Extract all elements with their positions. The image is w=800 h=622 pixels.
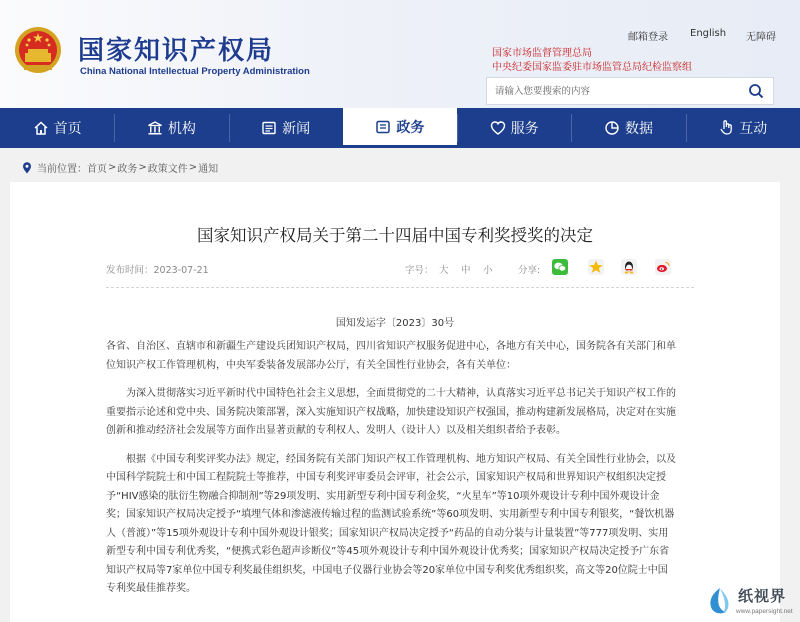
breadcrumb-prefix: 当前位置： bbox=[37, 164, 87, 175]
search-button[interactable] bbox=[739, 78, 773, 104]
site-title[interactable]: 国家知识产权局 bbox=[78, 36, 275, 66]
weibo-icon[interactable] bbox=[655, 259, 671, 275]
org-link-samr[interactable]: 国家市场监督管理总局 bbox=[492, 48, 592, 59]
top-links bbox=[620, 28, 800, 42]
service-icon bbox=[490, 120, 506, 136]
watermark bbox=[706, 584, 800, 622]
breadcrumb bbox=[22, 160, 218, 175]
search-input[interactable] bbox=[487, 78, 737, 104]
nav-service-label: 服务 bbox=[510, 121, 539, 137]
breadcrumb-separator: > bbox=[108, 162, 117, 173]
breadcrumb-government[interactable]: 政务 bbox=[117, 164, 138, 175]
nav-data-label: 数据 bbox=[624, 121, 653, 137]
nav-interaction[interactable] bbox=[686, 108, 800, 148]
org-link-discipline[interactable]: 中央纪委国家监委驻市场监管总局纪检监察组 bbox=[492, 62, 692, 73]
watermark-logo-icon bbox=[706, 586, 734, 616]
english-link[interactable]: English bbox=[690, 28, 727, 39]
article-card bbox=[10, 182, 780, 622]
share-label: 分享: bbox=[518, 265, 541, 276]
location-icon bbox=[22, 162, 32, 174]
nav-institution[interactable] bbox=[114, 108, 228, 148]
article-paragraph: 各省、自治区、直辖市和新疆生产建设兵团知识产权局，四川省知识产权服务促进中心，各地方有关中心，国务院各有关部门和单位知识产权工作管理机构，中央军委装备发展部办公厅，有关全国性行业协会，各有关单位： bbox=[106, 341, 676, 371]
search-icon bbox=[748, 83, 764, 99]
breadcrumb-notice[interactable]: 通知 bbox=[198, 164, 219, 175]
document-number: 国知发运字〔2023〕30号 bbox=[335, 318, 455, 329]
nav-government-label: 政务 bbox=[396, 119, 425, 136]
font-size-medium[interactable]: 中 bbox=[461, 265, 471, 276]
article-paragraph: 根据《中国专利奖评奖办法》规定，经国务院有关部门知识产权工作管理机构、地方知识产权局、有关全国性行业协会，以及中国科学院院士和中国工程院院士等推荐，中国专利奖评审委员会评审，社会公示，国家知识产权局和世界知识产权组织决定授予“HIV感染的肽衍生物融合抑制剂”等29项发明、实用新型专利中国专利金奖，“火星车”等10项外观设计专利中国外观设计金奖；国家知识产权局决定授予“填埋气体和渗滤液传输过程的监测试验系统”等60项发明、实用新型专利中国专利银奖，“餐饮机器人（普渡）”等15项外观设计专利中国外观设计银奖；国家知识产权局决定授予“药品的自动分装与计量装置”等777项发明、实用新型专利中国专利优秀奖，“便携式彩色超声诊断仪”等45项外观设计专利中国外观设计优秀奖；国家知识产权局决定授予广东省知识产权局等7家单位中国专利奖最佳组织奖，中国电子仪器行业协会等20家单位中国专利奖优秀组织奖，高文等20位院士中国专利奖最佳推荐奖。 bbox=[106, 453, 676, 594]
qq-icon[interactable] bbox=[621, 259, 637, 275]
watermark-url: www.papersight.net bbox=[736, 608, 793, 615]
news-icon bbox=[261, 120, 277, 136]
watermark-text: 纸视界 bbox=[738, 587, 787, 605]
accessibility-link[interactable]: 无障碍 bbox=[746, 32, 776, 43]
data-icon bbox=[604, 120, 620, 136]
nav-data[interactable] bbox=[571, 108, 685, 148]
breadcrumb-separator: > bbox=[138, 162, 147, 173]
nav-interaction-label: 互动 bbox=[739, 121, 768, 137]
article-title: 国家知识产权局关于第二十四届中国专利奖授奖的决定 bbox=[197, 226, 593, 245]
article-paragraph: 为深入贯彻落实习近平新时代中国特色社会主义思想，全面贯彻党的二十大精神，认真落实习近平总书记关于知识产权工作的重要指示论述和党中央、国务院决策部署，深入实施知识产权战略，加快建设知识产权强国，推动构建新发展格局，决定对在实施创新和推动经济社会发展等方面作出显著贡献的专利权人、发明人（设计人）以及相关组织者给予表彰。 bbox=[106, 388, 676, 436]
site-header bbox=[0, 0, 800, 108]
breadcrumb-separator: > bbox=[188, 162, 198, 173]
site-subtitle: China National Intellectual Property Administration bbox=[80, 66, 310, 77]
qzone-icon[interactable] bbox=[588, 259, 604, 275]
nav-government[interactable] bbox=[343, 108, 457, 148]
nav-home[interactable] bbox=[0, 108, 114, 148]
interaction-icon bbox=[718, 120, 734, 136]
national-emblem-icon bbox=[14, 25, 62, 75]
font-size-small[interactable]: 小 bbox=[483, 265, 493, 276]
breadcrumb-policy-docs[interactable]: 政策文件 bbox=[147, 164, 188, 175]
mail-login-link[interactable]: 邮箱登录 bbox=[628, 32, 668, 43]
font-size-label: 字号： bbox=[405, 265, 434, 276]
main-nav bbox=[0, 108, 800, 148]
nav-news-label: 新闻 bbox=[282, 121, 311, 137]
government-icon bbox=[375, 119, 391, 135]
article-body bbox=[106, 338, 676, 599]
font-size-large[interactable]: 大 bbox=[439, 265, 449, 276]
publish-date: 发布时间：2023-07-21 bbox=[106, 265, 209, 276]
breadcrumb-home[interactable]: 首页 bbox=[87, 164, 107, 175]
institution-icon bbox=[147, 120, 163, 136]
wechat-icon[interactable] bbox=[552, 259, 568, 275]
title-divider bbox=[106, 287, 694, 288]
nav-news[interactable] bbox=[229, 108, 343, 148]
nav-institution-label: 机构 bbox=[167, 121, 196, 137]
home-icon bbox=[33, 120, 49, 136]
nav-service[interactable] bbox=[457, 108, 571, 148]
nav-home-label: 首页 bbox=[53, 121, 82, 137]
search-box bbox=[486, 77, 774, 105]
